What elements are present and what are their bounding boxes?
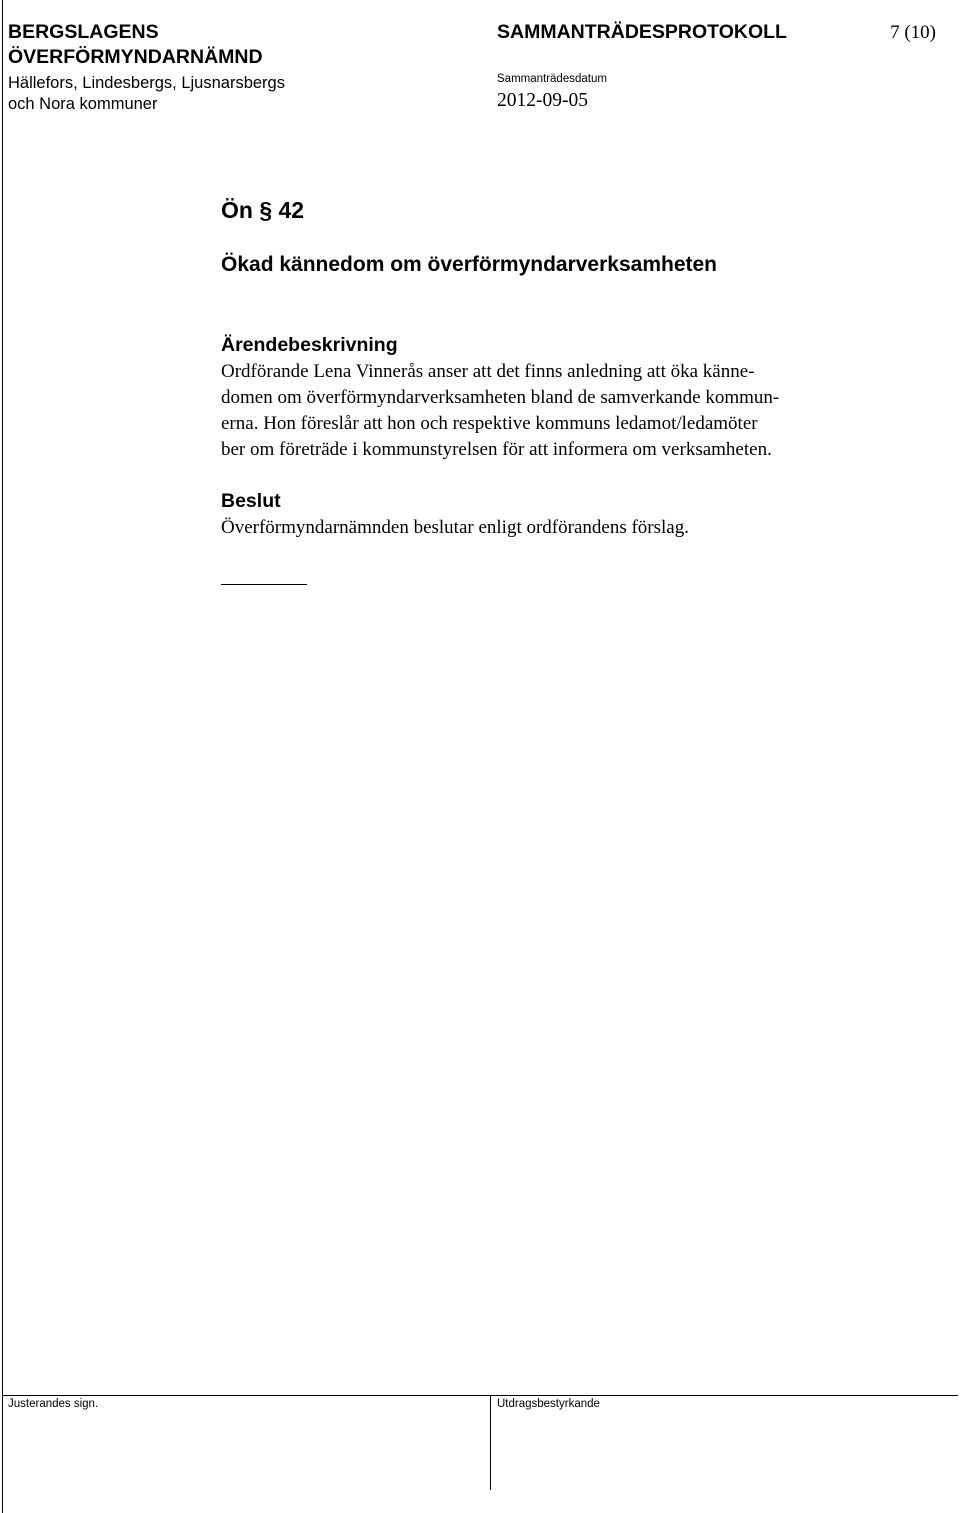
case-description-line: erna. Hon föreslår att hon och respektive kommuns ledamot/ledamöter [221, 413, 758, 434]
signature-box-label: Justerandes sign. [8, 1398, 99, 1410]
case-description-heading: Ärendebeskrivning [221, 334, 398, 356]
case-description-line: Ordförande Lena Vinnerås anser att det finns anledning att öka känne- [221, 361, 755, 382]
case-description-line: domen om överförmyndarverksamheten bland de samverkande kommun- [221, 387, 780, 408]
section-number: Ön § 42 [221, 197, 305, 223]
case-description-line: ber om företräde i kommunstyrelsen för att informera om verksamheten. [221, 439, 772, 460]
document-type: SAMMANTRÄDESPROTOKOLL [497, 21, 787, 43]
page-left-border [2, 0, 3, 1513]
section-title: Ökad kännedom om överförmyndarverksamheten [221, 253, 718, 276]
meeting-date: 2012-09-05 [497, 90, 588, 111]
certification-box-label: Utdragsbestyrkande [497, 1398, 600, 1410]
section-end-rule [221, 584, 307, 585]
footer-divider [490, 1395, 491, 1490]
page-number: 7 (10) [890, 22, 936, 43]
organization-name-line2: ÖVERFÖRMYNDARNÄMND [8, 46, 263, 68]
decision-heading: Beslut [221, 490, 281, 512]
municipalities-line1: Hällefors, Lindesbergs, Ljusnarsbergs [8, 74, 285, 92]
decision-text: Överförmyndarnämnden beslutar enligt ordförandens förslag. [221, 517, 689, 538]
organization-name-line1: BERGSLAGENS [8, 21, 159, 43]
municipalities-line2: och Nora kommuner [8, 95, 158, 113]
footer-top-rule [2, 1395, 958, 1396]
meeting-date-label: Sammanträdesdatum [497, 73, 607, 85]
